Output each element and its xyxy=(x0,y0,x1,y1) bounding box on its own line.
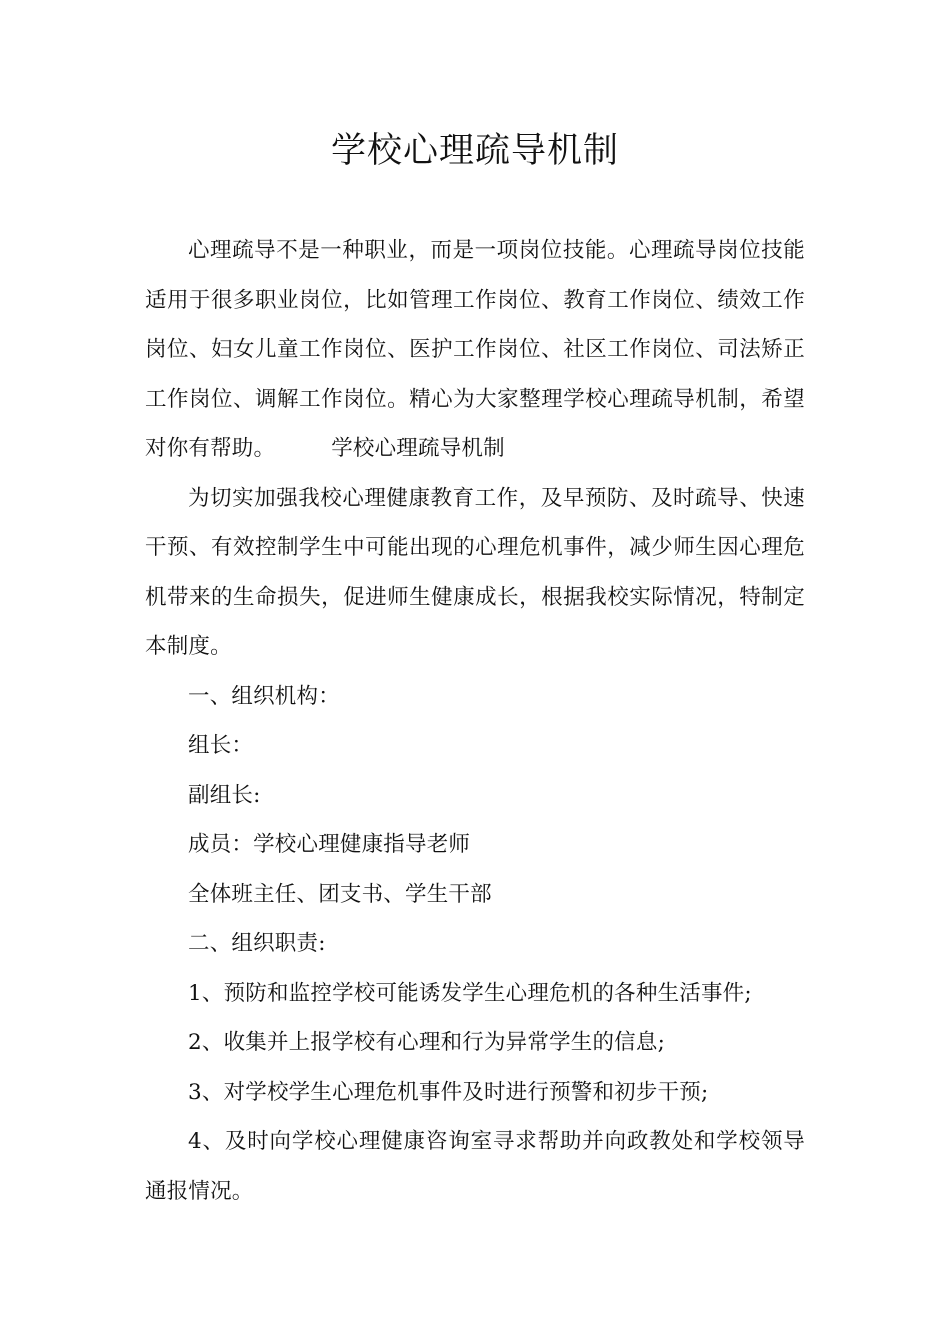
duty-item-1: 1、预防和监控学校可能诱发学生心理危机的各种生活事件; xyxy=(188,980,752,1006)
duty-item-3: 3、对学校学生心理危机事件及时进行预警和初步干预; xyxy=(188,1079,709,1105)
document-title: 学校心理疏导机制 xyxy=(330,131,619,171)
intro-text: 心理疏导不是一种职业，而是一项岗位技能。心理疏导岗位技能适用于很多职业岗位，比如管理工作岗位、教育工作岗位、绩效工作岗位、妇女儿童工作岗位、医护工作岗位、社区工作岗位、司法矫正工作岗位、调解工作岗位。精心为大家整理学校心理疏导机制，希望对你有帮助。 xyxy=(145,238,805,461)
members-more-line: 全体班主任、团支书、学生干部 xyxy=(188,881,492,907)
duty-item-4: 4、及时向学校心理健康咨询室寻求帮助并向政教处和学校领导通报情况。 xyxy=(145,1129,805,1204)
section2-heading: 二、组织职责: xyxy=(188,931,326,956)
members-line: 成员：学校心理健康指导老师 xyxy=(188,832,471,857)
document-body xyxy=(145,226,805,1216)
purpose-paragraph: 为切实加强我校心理健康教育工作，及早预防、及时疏导、快速干预、有效控制学生中可能出现的心理危机事件，减少师生因心理危机带来的生命损失，促进师生健康成长，根据我校实际情况，特制定本制度。 xyxy=(145,485,805,659)
intro-inline-title: 学校心理疏导机制 xyxy=(331,436,505,461)
section1-heading: 一、组织机构： xyxy=(188,683,340,709)
leader-line: 组长： xyxy=(188,733,254,758)
intro-paragraph xyxy=(145,226,805,474)
vice-leader-line: 副组长: xyxy=(188,782,261,808)
duty-item-2: 2、收集并上报学校有心理和行为异常学生的信息; xyxy=(188,1030,666,1055)
